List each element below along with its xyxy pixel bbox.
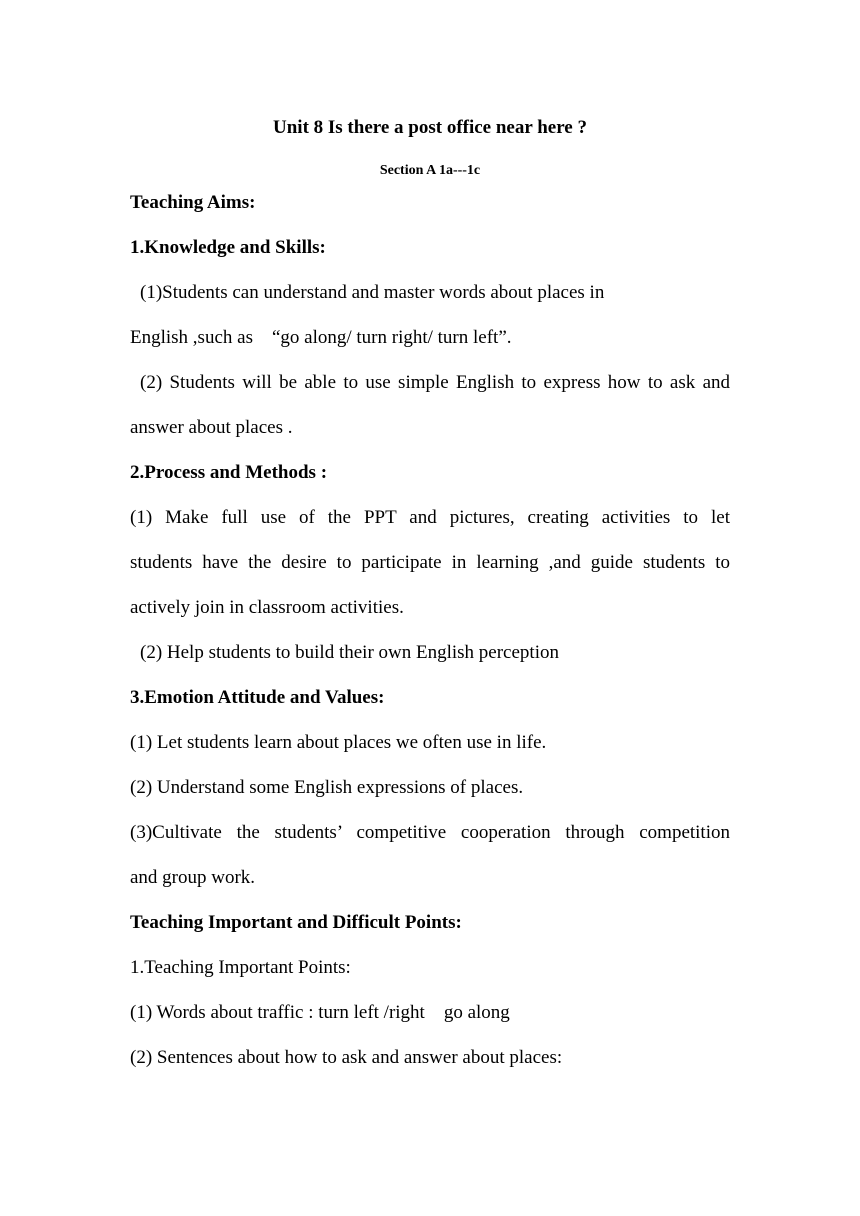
paragraph-line: English ,such as “go along/ turn right/ turn left”. bbox=[130, 327, 512, 348]
paragraph-line: and group work. bbox=[130, 867, 256, 888]
paragraph-line: (2) Sentences about how to ask and answer about places: bbox=[130, 1047, 563, 1068]
heading-emotion-attitude-values: 3.Emotion Attitude and Values: bbox=[130, 687, 385, 708]
paragraph-line: students have the desire to participate in learning ,and guide students to bbox=[130, 552, 730, 573]
paragraph-line: (3)Cultivate the students’ competitive cooperation through competition bbox=[130, 822, 730, 843]
paragraph-line: (1) Make full use of the PPT and pictures, creating activities to let bbox=[130, 507, 730, 528]
paragraph-line: (1) Words about traffic : turn left /right go along bbox=[130, 1002, 510, 1023]
paragraph-line: (1)Students can understand and master words about places in bbox=[140, 282, 605, 303]
paragraph-line: (2) Students will be able to use simple English to express how to ask and bbox=[140, 372, 730, 393]
document-subtitle: Section A 1a---1c bbox=[379, 163, 481, 178]
document-title: Unit 8 Is there a post office near here ? bbox=[273, 117, 587, 138]
paragraph-line: (1) Let students learn about places we often use in life. bbox=[130, 732, 547, 753]
heading-important-difficult-points: Teaching Important and Difficult Points: bbox=[130, 912, 462, 933]
paragraph-line: actively join in classroom activities. bbox=[130, 597, 404, 618]
heading-knowledge-skills: 1.Knowledge and Skills: bbox=[130, 237, 326, 258]
paragraph-line: 1.Teaching Important Points: bbox=[130, 957, 351, 978]
paragraph-line: (2) Understand some English expressions of places. bbox=[130, 777, 524, 798]
paragraph-line: (2) Help students to build their own English perception bbox=[140, 642, 559, 663]
heading-process-methods: 2.Process and Methods : bbox=[130, 462, 328, 483]
heading-teaching-aims: Teaching Aims: bbox=[130, 192, 256, 213]
paragraph-line: answer about places . bbox=[130, 417, 293, 438]
